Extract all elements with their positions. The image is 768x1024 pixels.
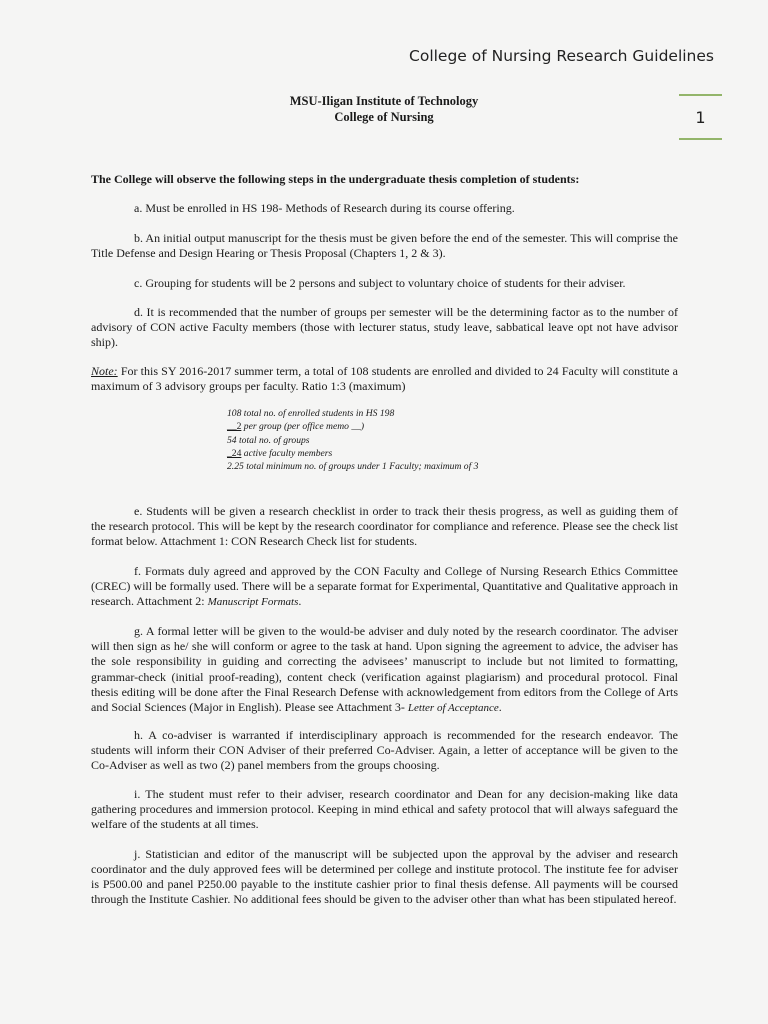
institution-name: MSU-Iligan Institute of Technology bbox=[289, 94, 479, 108]
college-name: College of Nursing bbox=[334, 110, 434, 124]
item-e: e. Students will be given a research checklist in order to track their thesis progress, as well as guiding them of the research protocol. This will be kept by the research coordinator for compliance and reference. Please see the check list format below. Attachment 1: CON Research Check list for students. bbox=[91, 504, 678, 548]
item-g-text-2: ’ manuscript to include but not limited to formatting, grammar-check (initial proof-reading), content check (verification against plagiarism) and procedural protocol. Final thesis editing will be done after the Final Research Defense with acknowledgement from editors from the College of Arts and Social Sciences (Major in English). Please see Attachment 3- bbox=[91, 654, 679, 714]
item-g-text-1: g. A formal letter will be given to the would-be adviser and duly noted by the research coordinator. The adviser will then sign as he/ she will conform or agree to the task at hand. Upon signing the agreement to advice, the adviser has the sole responsibility in guiding and correcting the bbox=[91, 624, 678, 668]
calc-line-2-text: per group (per office memo __) bbox=[241, 421, 365, 433]
page-number-rule-bottom bbox=[679, 138, 722, 140]
item-f-attachment: Manuscript Formats bbox=[207, 596, 299, 608]
item-g-attachment: Letter of Acceptance bbox=[407, 702, 499, 714]
calc-line-5: 2.25 total minimum no. of groups under 1 Faculty; maximum of 3 bbox=[227, 461, 479, 473]
item-g-advisees: advisees bbox=[362, 657, 404, 668]
item-f-text: f. Formats duly agreed and approved by the CON Faculty and College of Nursing Research Ethics Committee (CREC) will be formally used. There will be a separate format for Experimental, Quantitative and Qualitative approach in research. Attachment 2: bbox=[91, 564, 678, 608]
item-j: j. Statistician and editor of the manuscript will be subjected upon the approval by the adviser and research coordinator and the duly approved fees will be determined per college and institute protocol. The institute fee for adviser is P500.00 and panel P250.00 payable to the institute cashier prior to final thesis defense. All payments will be coursed through the Institute Cashier. No additional fees should be given to the adviser other than what has been stipulated hereof. bbox=[91, 847, 678, 906]
item-c: c. Grouping for students will be 2 persons and subject to voluntary choice of students for their adviser. bbox=[134, 276, 626, 290]
calc-line-3: 54 total no. of groups bbox=[227, 434, 310, 446]
intro-heading: The College will observe the following steps in the undergraduate thesis completion of students: bbox=[91, 172, 580, 186]
note-paragraph bbox=[91, 364, 678, 394]
item-f-end: . bbox=[298, 594, 302, 608]
item-f bbox=[91, 564, 678, 610]
calc-line-2 bbox=[227, 420, 478, 433]
running-header: College of Nursing Research Guidelines bbox=[409, 47, 714, 65]
page-number: 1 bbox=[695, 108, 706, 127]
note-label: Note: bbox=[91, 364, 118, 378]
item-g bbox=[91, 624, 678, 716]
item-b: b. An initial output manuscript for the thesis must be given before the end of the semester. This will comprise the Title Defense and Design Hearing or Thesis Proposal (Chapters 1, 2 & 3). bbox=[91, 231, 678, 260]
item-a: a. Must be enrolled in HS 198- Methods of Research during its course offering. bbox=[134, 201, 515, 215]
item-d: d. It is recommended that the number of groups per semester will be the determining factor as to the number of advisory of CON active Faculty members (those with lecturer status, study leave, sabbatical leave opt not have advisor ship). bbox=[91, 305, 678, 349]
calc-line-4-text: active faculty members bbox=[241, 447, 333, 459]
calculation-block bbox=[227, 407, 478, 473]
item-h: h. A co-adviser is warranted if interdisciplinary approach is recommended for the research endeavor. The students will inform their CON Adviser of their preferred Co-Adviser. Again, a letter of acceptance will be given to the Co-Adviser as well as two (2) panel members from the groups choosing. bbox=[91, 728, 678, 772]
note-text: For this SY 2016-2017 summer term, a total of 108 students are enrolled and divided to 24 Faculty will constitute a maximum of 3 advisory groups per faculty. Ratio 1:3 (maximum) bbox=[91, 364, 678, 393]
calc-line-4 bbox=[227, 447, 478, 460]
calc-line-1: 108 total no. of enrolled students in HS 198 bbox=[227, 408, 395, 419]
item-g-end: . bbox=[498, 700, 502, 714]
item-i: i. The student must refer to their adviser, research coordinator and Dean for any decision-making like data gathering procedures and immersion protocol. Keeping in mind ethical and safety protocol that will always safeguard the welfare of the students at all times. bbox=[91, 787, 678, 831]
calc-line-2-num: __2 bbox=[227, 421, 242, 433]
calc-line-4-num: _24 bbox=[227, 447, 242, 459]
